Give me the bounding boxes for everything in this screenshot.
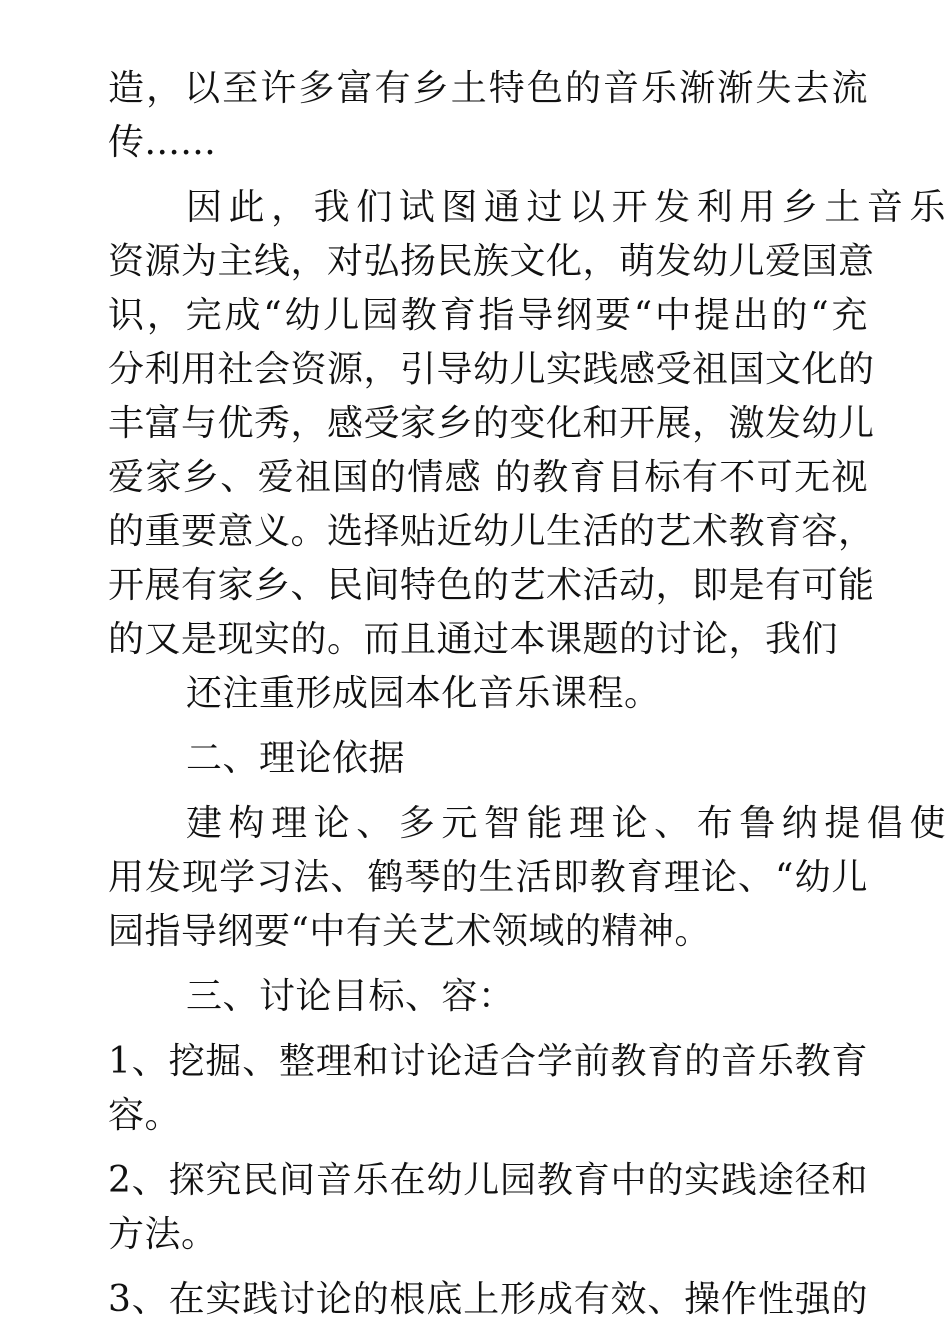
text-line: 用发现学习法、鹤琴的生活即教育理论、“幼儿	[108, 857, 868, 898]
list-item-continuation: 容。	[108, 1095, 182, 1136]
text-line: 识，完成“幼儿园教育指导纲要“中提出的“充	[108, 295, 868, 336]
text-line: 资源为主线，对弘扬民族文化，萌发幼儿爱国意	[108, 241, 875, 282]
document-page	[108, 62, 946, 1327]
text-line: 传......	[108, 122, 217, 163]
list-item: 1、挖掘、整理和讨论适合学前教育的音乐教育	[108, 1041, 868, 1082]
text-line: 开展有家乡、民间特色的艺术活动，即是有可能	[108, 565, 875, 606]
text-line: 还注重形成园本化音乐课程。	[186, 673, 661, 714]
list-item-continuation: 方法。	[108, 1214, 218, 1255]
text-line: 爱家乡、爱祖国的情感 的教育目标有不可无视	[108, 457, 868, 498]
list-item: 3、在实践讨论的根底上形成有效、操作性强的	[108, 1279, 868, 1320]
text-line: 的重要意义。选择贴近幼儿生活的艺术教育容，	[108, 511, 875, 552]
section-heading: 三、讨论目标、容：	[186, 976, 515, 1017]
text-line: 分利用社会资源，引导幼儿实践感受祖国文化的	[108, 349, 875, 390]
text-line: 园指导纲要“中有关艺术领域的精神。	[108, 911, 711, 952]
list-item: 2、探究民间音乐在幼儿园教育中的实践途径和	[108, 1160, 868, 1201]
text-line: 丰富与优秀，感受家乡的变化和开展，激发幼儿	[108, 403, 875, 444]
text-line: 的又是现实的。而且通过本课题的讨论，我们	[108, 619, 839, 660]
text-line: 造，以至许多富有乡土特色的音乐渐渐失去流	[108, 68, 868, 109]
paragraph-start-line: 建构理论、多元智能理论、布鲁纳提倡使	[186, 803, 946, 844]
paragraph-start-line: 因此，我们试图通过以开发利用乡土音乐	[186, 187, 946, 228]
section-heading: 二、理论依据	[186, 738, 406, 779]
